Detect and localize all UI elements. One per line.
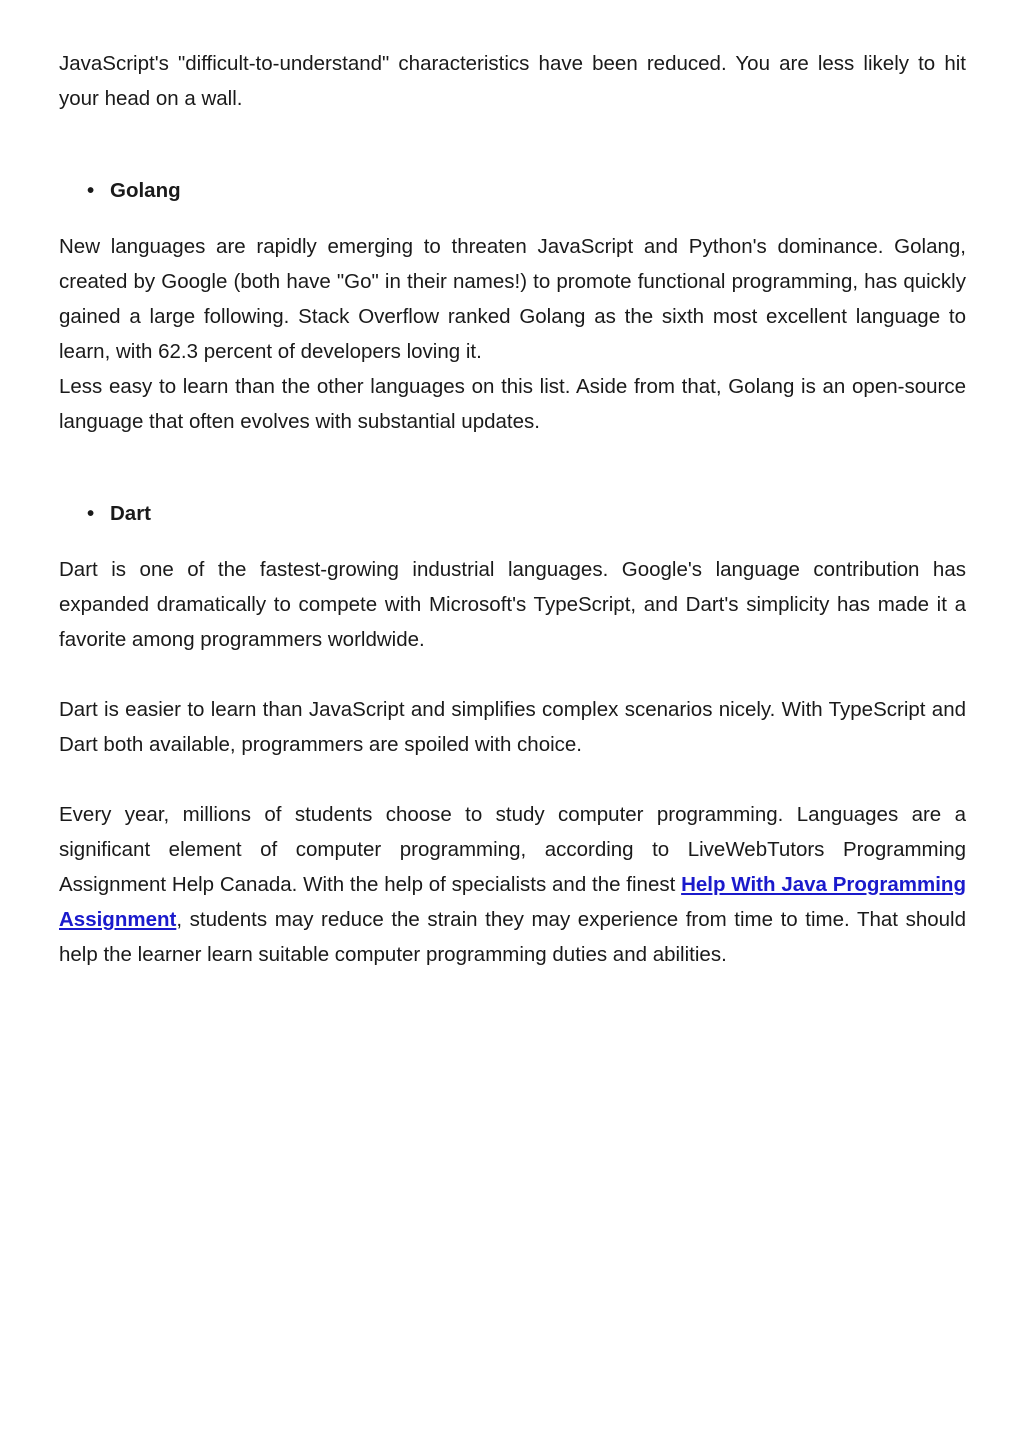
spacer <box>59 762 966 797</box>
closing-text-after-link: , students may reduce the strain they may experience from time to time. That should help the learner learn suitable computer programming duties and abilities. <box>59 908 966 966</box>
spacer <box>59 116 966 173</box>
bullet-heading-golang <box>59 173 966 208</box>
java-programming-assignment-link[interactable]: Help With Java Programming Assignment <box>59 873 966 931</box>
spacer <box>59 439 966 496</box>
closing-text-before-link: Every year, millions of students choose to study computer programming. Languages are a significant element of computer programming, according to LiveWebTutors Programming Assignment Help Canada. With the help of specialists and the finest <box>59 803 966 896</box>
section-heading: Dart <box>110 502 152 525</box>
closing-paragraph <box>59 797 966 972</box>
dart-paragraph-2: Dart is easier to learn than JavaScript and simplifies complex scenarios nicely. With TypeScript and Dart both available, programmers are spoiled with choice. <box>59 698 966 756</box>
dart-paragraph-1: Dart is one of the fastest-growing industrial languages. Google's language contribution has expanded dramatically to compete with Microsoft's TypeScript, and Dart's simplicity has made it a favorite among programmers worldwide. <box>59 558 966 651</box>
document-page <box>59 46 966 972</box>
golang-paragraph-1: New languages are rapidly emerging to threaten JavaScript and Python's dominance. Golang, created by Google (both have "Go" in their names!) to promote functional programming, has quickly gained a large following. Stack Overflow ranked Golang as the sixth most excellent language to learn, with 62.3 percent of developers loving it. <box>59 235 966 363</box>
spacer <box>59 208 966 229</box>
spacer <box>59 657 966 692</box>
bullet-heading-dart <box>59 496 966 531</box>
bullet-icon: • <box>87 502 95 525</box>
spacer <box>59 531 966 552</box>
golang-paragraph-2: Less easy to learn than the other languages on this list. Aside from that, Golang is an open-source language that often evolves with substantial updates. <box>59 375 966 433</box>
bullet-icon: • <box>87 179 95 202</box>
section-heading: Golang <box>110 179 181 202</box>
intro-paragraph: JavaScript's "difficult-to-understand" characteristics have been reduced. You are less likely to hit your head on a wall. <box>59 52 966 110</box>
